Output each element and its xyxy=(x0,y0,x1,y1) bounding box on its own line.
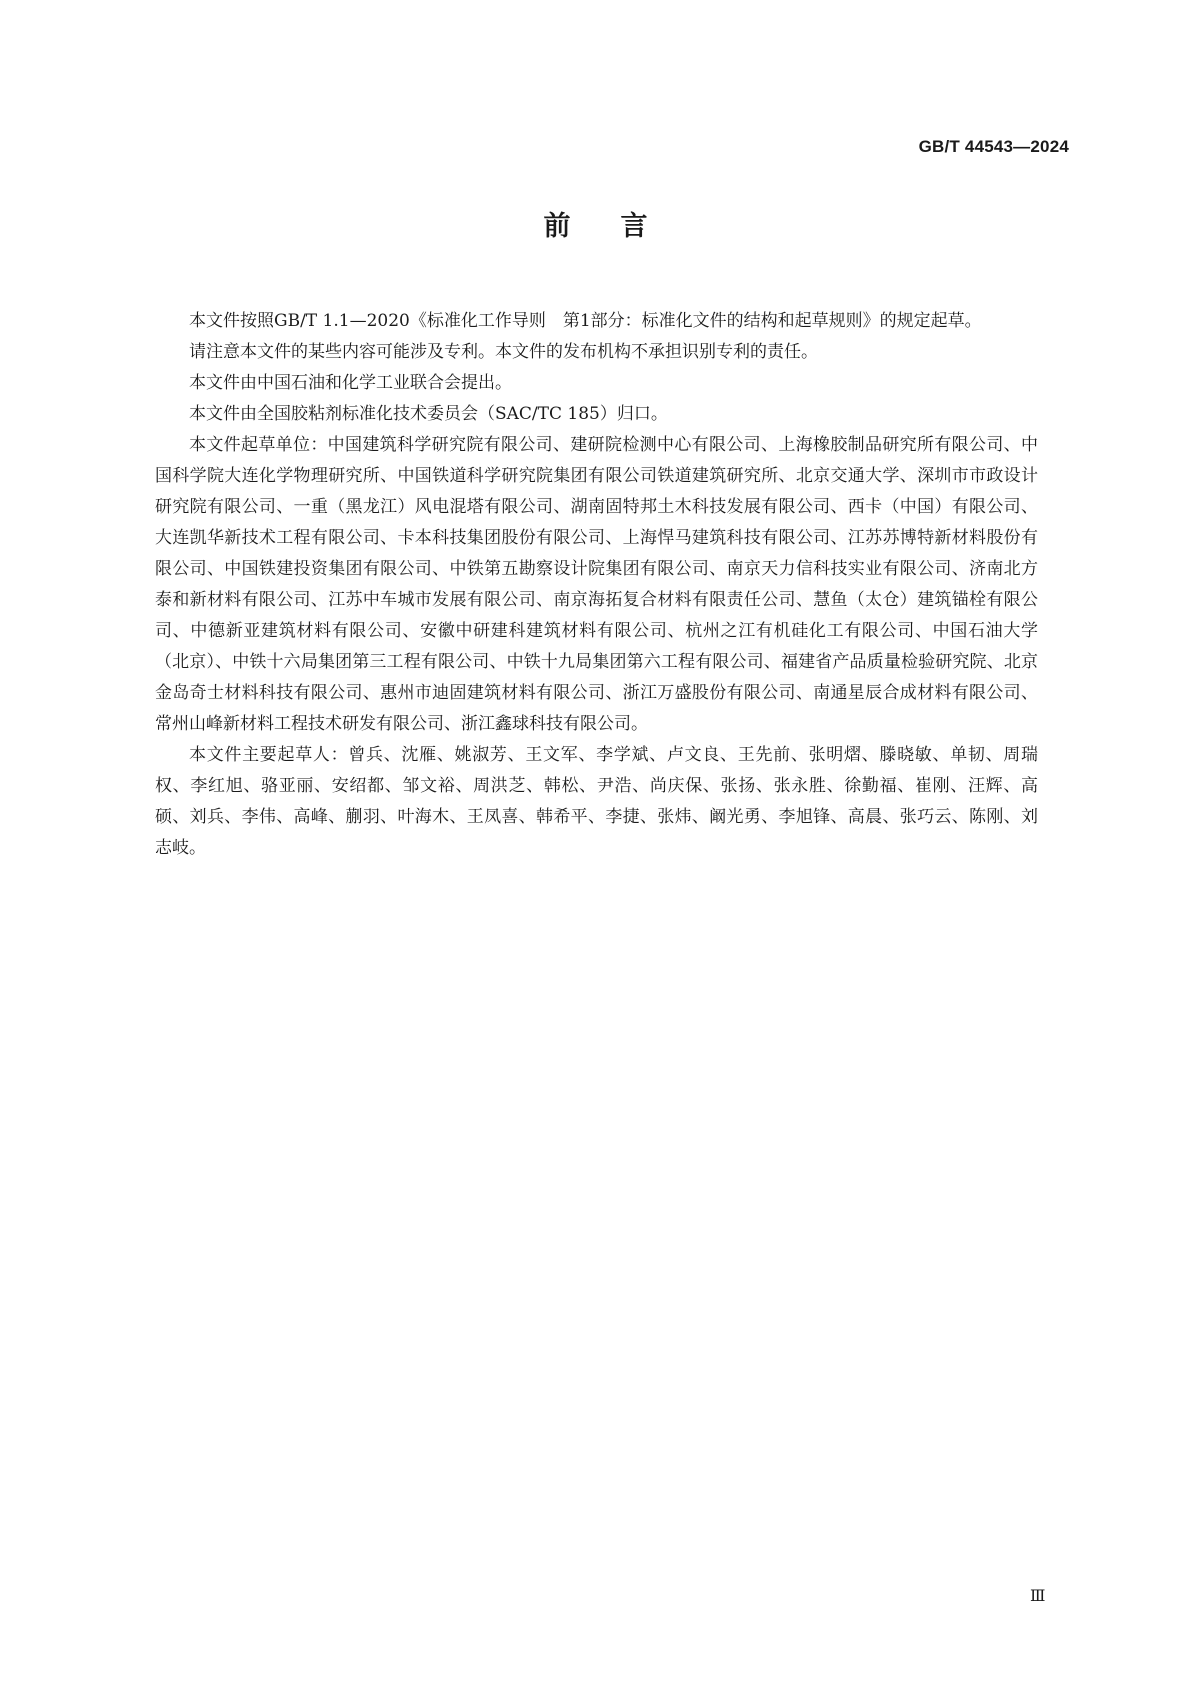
paragraph-technical-committee: 本文件由全国胶粘剂标准化技术委员会（SAC/TC 185）归口。 xyxy=(189,404,668,424)
document-code: GB/T 44543—2024 xyxy=(918,137,1069,156)
page-title: 前言 xyxy=(543,211,698,242)
paragraph-drafting-organizations: 本文件起草单位：中国建筑科学研究院有限公司、建研院检测中心有限公司、上海橡胶制品研究所有限公司、中国科学院大连化学物理研究所、中国铁道科学研究院集团有限公司铁道建筑研究所、北京交通大学、深圳市市政设计研究院有限公司、一重（黑龙江）风电混塔有限公司、湖南固特邦土木科技发展有限公司、西卡（中国）有限公司、大连凯华新技术工程有限公司、卡本科技集团股份有限公司、上海悍马建筑科技有限公司、江苏苏博特新材料股份有限公司、中国铁建投资集团有限公司、中铁第五勘察设计院集团有限公司、南京天力信科技实业有限公司、济南北方泰和新材料有限公司、江苏中车城市发展有限公司、南京海拓复合材料有限责任公司、慧鱼（太仓）建筑锚栓有限公司、中德新亚建筑材料有限公司、安徽中研建科建筑材料有限公司、杭州之江有机硅化工有限公司、中国石油大学（北京）、中铁十六局集团第三工程有限公司、中铁十九局集团第六工程有限公司、福建省产品质量检验研究院、北京金岛奇士材料科技有限公司、惠州市迪固建筑材料有限公司、浙江万盛股份有限公司、南通星辰合成材料有限公司、常州山峰新材料工程技术研发有限公司、浙江鑫球科技有限公司。 xyxy=(155,435,1038,734)
page-number: Ⅲ xyxy=(1030,1586,1046,1605)
paragraph-proposer: 本文件由中国石油和化学工业联合会提出。 xyxy=(189,373,512,393)
paragraph-drafters: 本文件主要起草人：曾兵、沈雁、姚淑芳、王文军、李学斌、卢文良、王先前、张明熠、滕晓敏、单韧、周瑞权、李红旭、骆亚丽、安绍都、邹文裕、周洪芝、韩松、尹浩、尚庆保、张扬、张永胜、徐勤福、崔刚、汪辉、高硕、刘兵、李伟、高峰、蒯羽、叶海木、王凤喜、韩希平、李捷、张炜、阚光勇、李旭锋、高晨、张巧云、陈刚、刘志岐。 xyxy=(155,745,1038,858)
foreword-body xyxy=(155,306,1038,864)
paragraph-drafting-rules: 本文件按照GB/T 1.1—2020《标准化工作导则 第1部分：标准化文件的结构和起草规则》的规定起草。 xyxy=(189,311,982,331)
paragraph-patent-notice: 请注意本文件的某些内容可能涉及专利。本文件的发布机构不承担识别专利的责任。 xyxy=(189,342,818,362)
